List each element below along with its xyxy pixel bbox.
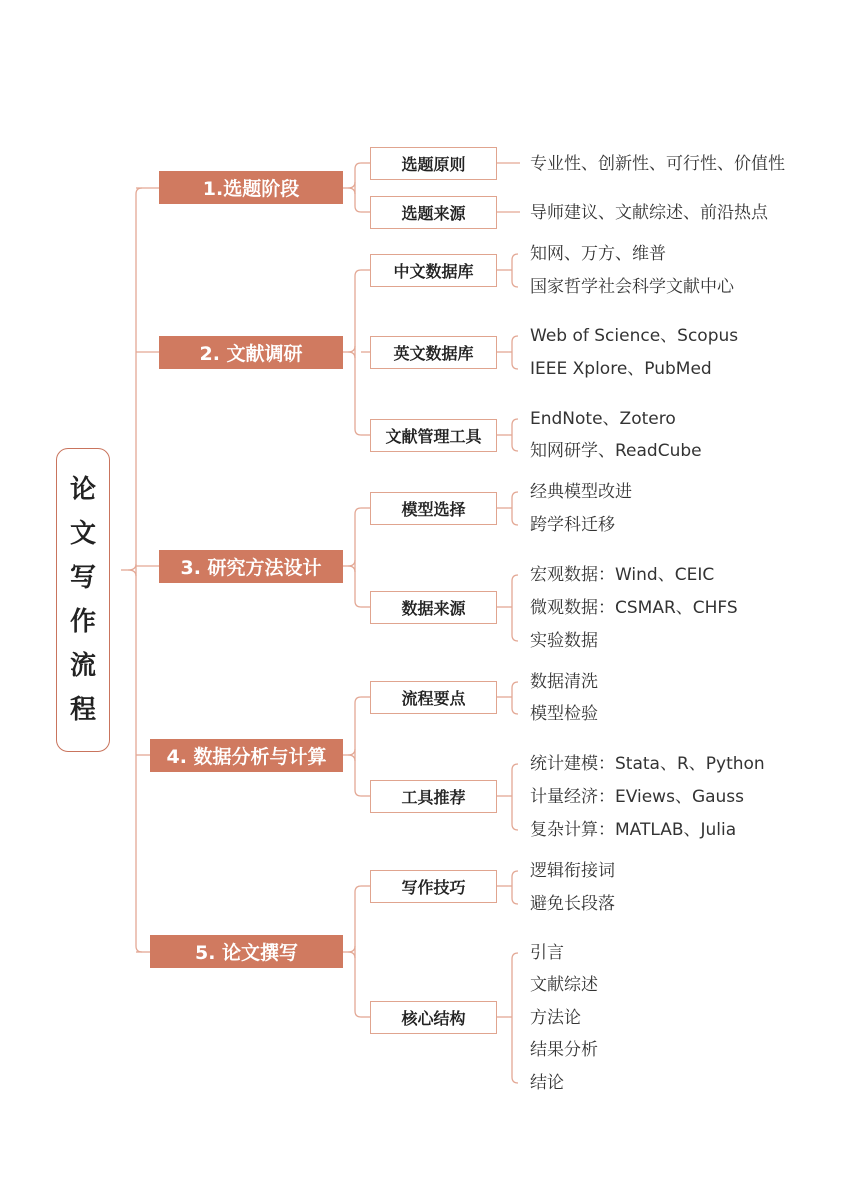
stage-5-brace-up xyxy=(348,946,355,952)
leaf-item: 经典模型改进 xyxy=(530,482,632,502)
stage-2-brace-spine xyxy=(355,270,361,435)
leaf-item: 文献综述 xyxy=(530,975,598,995)
leaf-item: 引言 xyxy=(530,943,564,963)
leaf-item: 统计建模：Stata、R、Python xyxy=(530,754,765,774)
stage-2-brace-down xyxy=(348,352,355,358)
stage-5-brace-spine xyxy=(355,886,361,1017)
leaf-brace-2 xyxy=(512,254,518,287)
leaf-item: 实验数据 xyxy=(530,631,598,651)
stage-4-brace-up xyxy=(348,749,355,755)
leaf-item: 模型检验 xyxy=(530,704,598,724)
stage-4-node: 4. 数据分析与计算 xyxy=(150,739,343,772)
leaf-item: 逻辑衔接词 xyxy=(530,861,615,881)
stage-2-branch-2: 英文数据库 xyxy=(370,336,497,369)
leaf-item: 国家哲学社会科学文献中心 xyxy=(530,277,734,297)
leaf-brace-3 xyxy=(512,336,518,369)
leaf-item: 微观数据：CSMAR、CHFS xyxy=(530,598,738,618)
stage-2-branch-1: 中文数据库 xyxy=(370,254,497,287)
stage-4-brace-down xyxy=(348,755,355,761)
leaf-item: 结论 xyxy=(530,1073,564,1093)
leaf-item: EndNote、Zotero xyxy=(530,409,676,429)
leaf-brace-9 xyxy=(512,871,518,904)
leaf-item: 导师建议、文献综述、前沿热点 xyxy=(530,203,768,223)
leaf-brace-6 xyxy=(512,575,518,641)
root-title-char: 程 xyxy=(69,695,96,725)
root-title-box xyxy=(56,448,110,752)
stage-3-brace-down xyxy=(348,566,355,572)
root-title-char: 论 xyxy=(69,475,96,505)
stage-1-brace-spine xyxy=(355,163,361,212)
stage-1-brace-up xyxy=(348,182,355,188)
stage-3-brace-spine xyxy=(355,508,361,607)
root-title-char: 写 xyxy=(69,563,96,593)
leaf-item: 专业性、创新性、可行性、价值性 xyxy=(530,154,785,174)
root-brace-mid2 xyxy=(128,570,136,576)
leaf-brace-7 xyxy=(512,682,518,714)
stage-5-brace-down xyxy=(348,952,355,958)
leaf-item: 方法论 xyxy=(530,1008,581,1028)
stage-1-brace-down xyxy=(348,188,355,194)
stage-3-brace-up xyxy=(348,560,355,566)
root-title-char: 作 xyxy=(69,607,96,637)
leaf-item: 宏观数据：Wind、CEIC xyxy=(530,565,715,585)
stage-2-node: 2. 文献调研 xyxy=(159,336,343,369)
leaf-item: Web of Science、Scopus xyxy=(530,326,739,346)
stage-4-branch-1: 流程要点 xyxy=(370,681,497,714)
leaf-item: 计量经济：EViews、Gauss xyxy=(530,787,745,807)
stage-2-branch-3: 文献管理工具 xyxy=(370,419,497,452)
root-title-char: 文 xyxy=(69,519,96,549)
stage-3-branch-1: 模型选择 xyxy=(370,492,497,525)
stage-3-node: 3. 研究方法设计 xyxy=(159,550,343,583)
stage-1-branch-2: 选题来源 xyxy=(370,196,497,229)
leaf-brace-10 xyxy=(512,953,518,1083)
stage-4-brace-spine xyxy=(355,697,361,796)
stage-5-branch-1: 写作技巧 xyxy=(370,870,497,903)
leaf-brace-5 xyxy=(512,492,518,525)
leaf-item: 跨学科迁移 xyxy=(530,515,615,535)
root-title-char: 流 xyxy=(69,651,96,681)
stage-3-branch-2: 数据来源 xyxy=(370,591,497,624)
leaf-item: IEEE Xplore、PubMed xyxy=(530,359,712,379)
leaf-item: 知网、万方、维普 xyxy=(530,244,666,264)
stage-4-branch-2: 工具推荐 xyxy=(370,780,497,813)
stage-1-branch-1: 选题原则 xyxy=(370,147,497,180)
root-brace-mid xyxy=(128,564,136,570)
leaf-item: 避免长段落 xyxy=(530,894,615,914)
stage-5-node: 5. 论文撰写 xyxy=(150,935,343,968)
stage-2-brace-up xyxy=(348,346,355,352)
leaf-brace-4 xyxy=(512,419,518,451)
root-brace-spine xyxy=(136,188,142,952)
leaf-item: 数据清洗 xyxy=(530,672,598,692)
leaf-brace-8 xyxy=(512,764,518,830)
leaf-item: 知网研学、ReadCube xyxy=(530,441,702,461)
leaf-item: 复杂计算：MATLAB、Julia xyxy=(530,820,737,840)
leaf-item: 结果分析 xyxy=(530,1040,598,1060)
stage-5-branch-2: 核心结构 xyxy=(370,1001,497,1034)
stage-1-node: 1.选题阶段 xyxy=(159,171,343,204)
